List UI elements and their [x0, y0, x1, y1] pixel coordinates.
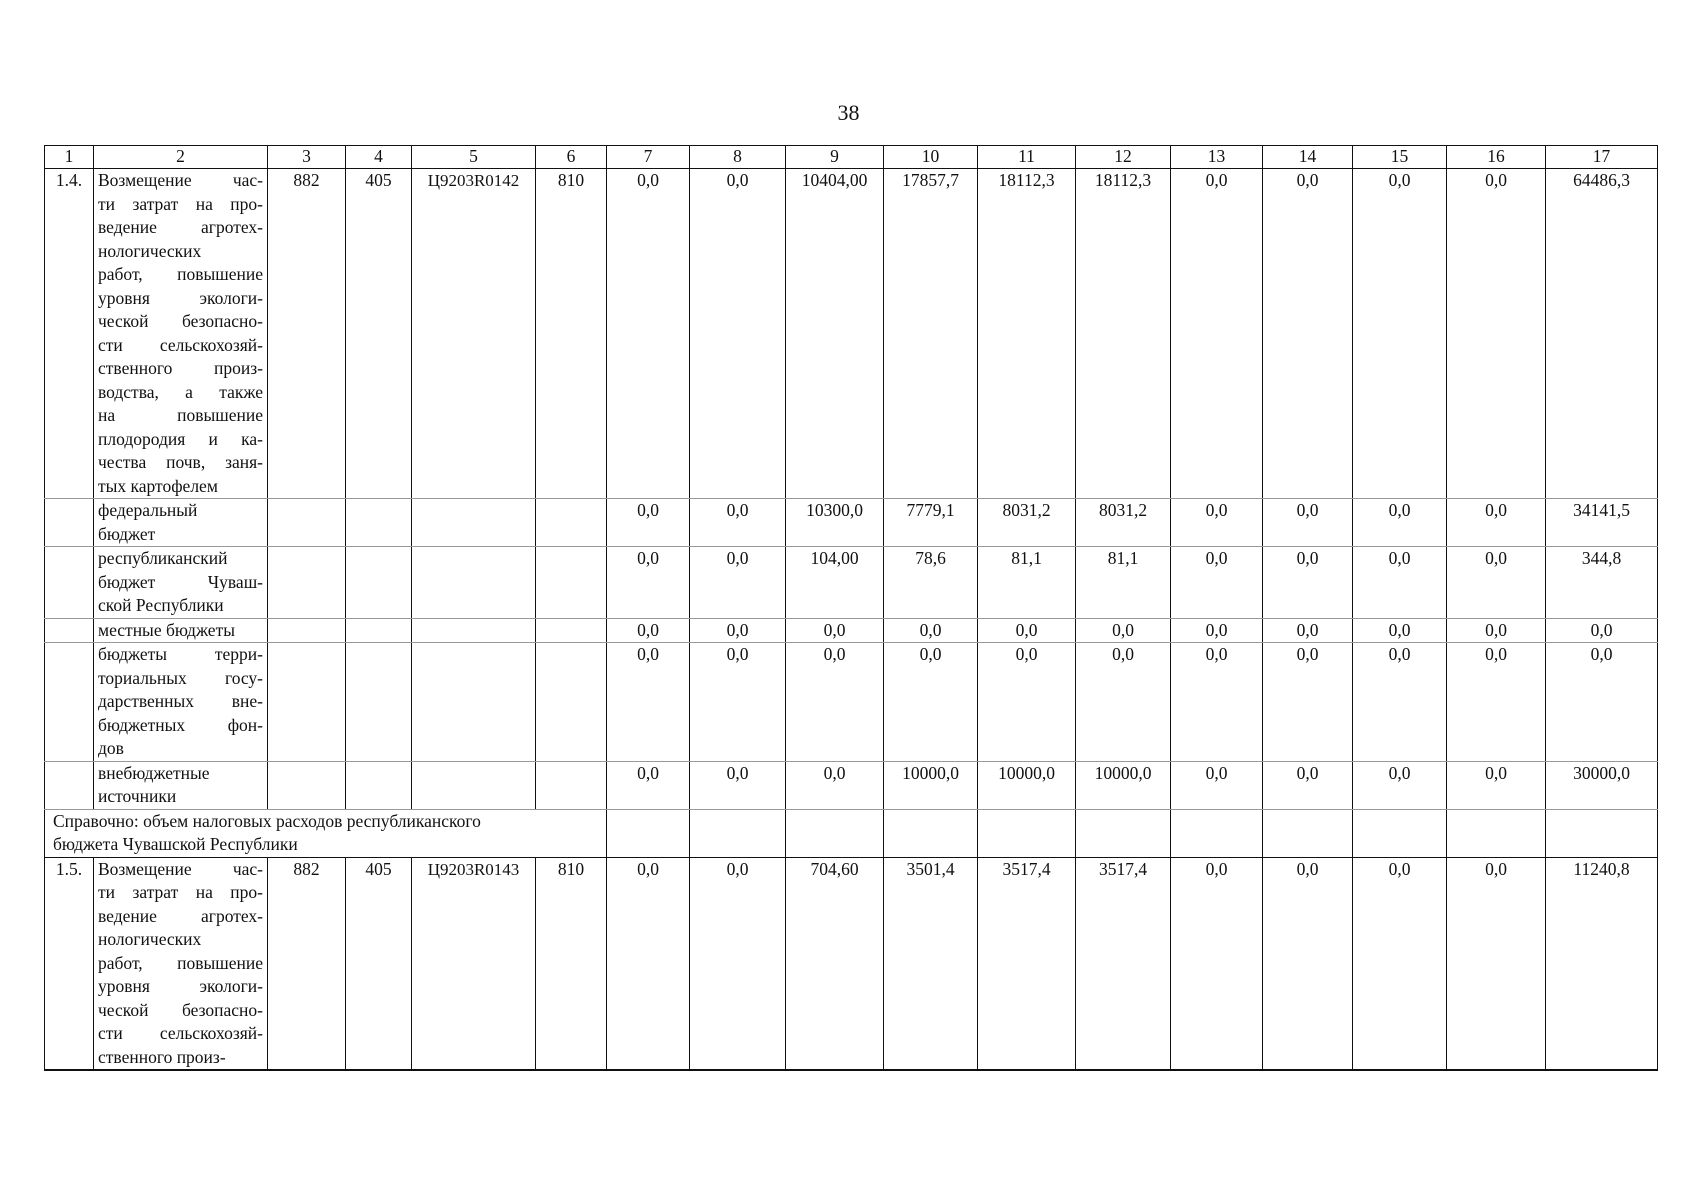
row-name-cell	[94, 643, 268, 762]
row-name-line: ведение агротех-	[98, 905, 263, 926]
row-name-line: сти сельскохозяй-	[98, 1023, 263, 1043]
value-cell: 7779,1	[884, 499, 978, 547]
value-cell: 0,0	[1076, 643, 1171, 762]
header-row	[45, 146, 1658, 169]
column-header: 13	[1171, 146, 1263, 169]
row-name-line: ториальных госу-	[98, 667, 263, 688]
value-cell: 0,0	[1447, 618, 1546, 643]
row-name-line: ской Республики	[98, 595, 224, 615]
value-cell: 0,0	[607, 618, 690, 643]
value-cell: 10000,0	[978, 761, 1076, 809]
value-cell: 0,0	[690, 857, 786, 1070]
value-cell: 0,0	[607, 761, 690, 809]
value-cell: 0,0	[1263, 169, 1353, 499]
value-cell	[884, 809, 978, 857]
code-cell	[268, 547, 346, 619]
value-cell	[1171, 809, 1263, 857]
value-cell: 0,0	[884, 618, 978, 643]
column-header: 1	[45, 146, 94, 169]
value-cell: 10300,0	[786, 499, 884, 547]
value-cell: 0,0	[1353, 618, 1447, 643]
value-cell	[978, 809, 1076, 857]
table-row-main	[45, 169, 1658, 499]
value-cell: 0,0	[786, 761, 884, 809]
row-name-line: нологических	[98, 929, 202, 949]
code-cell	[536, 643, 607, 762]
column-header: 14	[1263, 146, 1353, 169]
value-cell	[1546, 809, 1658, 857]
reference-line: Справочно: объем налоговых расходов республиканского	[53, 810, 481, 831]
value-cell: 10404,00	[786, 169, 884, 499]
value-cell: 0,0	[1171, 857, 1263, 1070]
column-header: 10	[884, 146, 978, 169]
column-header: 17	[1546, 146, 1658, 169]
value-cell: 0,0	[1263, 857, 1353, 1070]
row-number: 1.4.	[45, 169, 94, 499]
row-name-line: плодородия и ка-	[98, 428, 263, 449]
code-cell: 882	[268, 169, 346, 499]
reference-line: бюджета Чувашской Республики	[53, 834, 298, 854]
code-cell: Ц9203R0142	[412, 169, 536, 499]
value-cell: 3501,4	[884, 857, 978, 1070]
value-cell: 0,0	[1447, 761, 1546, 809]
row-name-line: республиканский	[98, 548, 228, 568]
code-cell	[346, 547, 412, 619]
value-cell: 0,0	[1353, 169, 1447, 499]
row-number	[45, 618, 94, 643]
reference-row	[45, 809, 1658, 857]
row-name-cell	[94, 857, 268, 1070]
column-header: 6	[536, 146, 607, 169]
value-cell: 0,0	[1353, 643, 1447, 762]
column-header: 9	[786, 146, 884, 169]
value-cell: 18112,3	[978, 169, 1076, 499]
value-cell: 0,0	[1447, 499, 1546, 547]
value-cell: 0,0	[607, 169, 690, 499]
row-name-cell	[94, 547, 268, 619]
row-name-line: местные бюджеты	[98, 619, 235, 640]
row-name-line: работ, повышение	[98, 264, 263, 284]
row-name-line: ческой безопасно-	[98, 999, 263, 1020]
value-cell: 0,0	[1447, 643, 1546, 762]
value-cell: 0,0	[690, 643, 786, 762]
row-name-line: федеральный	[98, 500, 198, 520]
value-cell: 0,0	[786, 618, 884, 643]
value-cell: 81,1	[978, 547, 1076, 619]
code-cell	[346, 499, 412, 547]
value-cell: 0,0	[1171, 761, 1263, 809]
row-name-cell	[94, 169, 268, 499]
code-cell: 882	[268, 857, 346, 1070]
code-cell	[412, 643, 536, 762]
code-cell	[412, 761, 536, 809]
row-name-line: на повышение	[98, 405, 263, 425]
row-name-line: Возмещение час-	[98, 170, 263, 190]
code-cell	[268, 499, 346, 547]
row-name-line: водства, а также	[98, 381, 263, 402]
value-cell	[1447, 809, 1546, 857]
value-cell: 0,0	[1171, 618, 1263, 643]
column-header: 11	[978, 146, 1076, 169]
table-row-source	[45, 643, 1658, 762]
code-cell: 405	[346, 857, 412, 1070]
value-cell: 0,0	[884, 643, 978, 762]
row-name-line: сти сельскохозяй-	[98, 334, 263, 355]
value-cell: 0,0	[1263, 499, 1353, 547]
value-cell: 0,0	[690, 499, 786, 547]
code-cell: Ц9203R0143	[412, 857, 536, 1070]
row-name-cell	[94, 761, 268, 809]
value-cell: 0,0	[1171, 547, 1263, 619]
code-cell: 810	[536, 857, 607, 1070]
row-name-line: ственного произ-	[98, 1046, 226, 1067]
value-cell: 0,0	[978, 643, 1076, 762]
value-cell: 0,0	[1171, 169, 1263, 499]
code-cell: 810	[536, 169, 607, 499]
value-cell: 8031,2	[978, 499, 1076, 547]
value-cell: 0,0	[1263, 643, 1353, 762]
page-number: 38	[837, 100, 860, 125]
code-cell	[412, 618, 536, 643]
code-cell	[268, 761, 346, 809]
value-cell	[786, 809, 884, 857]
column-header: 15	[1353, 146, 1447, 169]
value-cell: 0,0	[1171, 499, 1263, 547]
value-cell: 18112,3	[1076, 169, 1171, 499]
value-cell: 704,60	[786, 857, 884, 1070]
value-cell: 0,0	[1171, 643, 1263, 762]
value-cell	[1353, 809, 1447, 857]
row-name-line: источники	[98, 786, 177, 806]
value-cell	[690, 809, 786, 857]
code-cell	[536, 547, 607, 619]
value-cell: 10000,0	[884, 761, 978, 809]
row-number	[45, 643, 94, 762]
value-cell: 0,0	[1263, 547, 1353, 619]
value-cell: 0,0	[1076, 618, 1171, 643]
row-name-line: ственного произ-	[98, 358, 263, 378]
row-name-line: чества почв, заня-	[98, 452, 263, 472]
row-name-line: нологических	[98, 240, 202, 261]
column-header: 3	[268, 146, 346, 169]
value-cell: 0,0	[1447, 169, 1546, 499]
column-header: 12	[1076, 146, 1171, 169]
row-name-cell	[94, 618, 268, 643]
row-number	[45, 547, 94, 619]
code-cell	[536, 761, 607, 809]
row-name-line: бюджеты терри-	[98, 644, 263, 664]
value-cell: 0,0	[1546, 643, 1658, 762]
row-name-line: бюджет Чуваш-	[98, 571, 263, 592]
value-cell: 0,0	[1546, 618, 1658, 643]
table-row-source	[45, 499, 1658, 547]
row-name-line: дов	[98, 738, 124, 758]
column-header: 5	[412, 146, 536, 169]
value-cell	[607, 809, 690, 857]
value-cell: 3517,4	[978, 857, 1076, 1070]
value-cell: 0,0	[1353, 857, 1447, 1070]
row-name-line: бюджетных фон-	[98, 714, 263, 735]
value-cell: 64486,3	[1546, 169, 1658, 499]
value-cell: 17857,7	[884, 169, 978, 499]
value-cell: 3517,4	[1076, 857, 1171, 1070]
value-cell: 78,6	[884, 547, 978, 619]
value-cell: 0,0	[690, 618, 786, 643]
value-cell	[1263, 809, 1353, 857]
value-cell: 0,0	[1353, 499, 1447, 547]
value-cell: 0,0	[1447, 547, 1546, 619]
row-name-line: ти затрат на про-	[98, 882, 263, 902]
value-cell: 30000,0	[1546, 761, 1658, 809]
budget-table	[44, 145, 1658, 1071]
row-name-line: дарственных вне-	[98, 691, 263, 711]
code-cell	[346, 618, 412, 643]
code-cell	[536, 618, 607, 643]
value-cell: 11240,8	[1546, 857, 1658, 1070]
row-number	[45, 761, 94, 809]
value-cell: 344,8	[1546, 547, 1658, 619]
row-name-line: ческой безопасно-	[98, 311, 263, 331]
table-row-main	[45, 857, 1658, 1070]
row-name-line: внебюджетные	[98, 762, 210, 783]
value-cell	[1076, 809, 1171, 857]
value-cell: 0,0	[1353, 547, 1447, 619]
row-name-line: тых картофелем	[98, 475, 218, 496]
table-row-source	[45, 618, 1658, 643]
column-header: 2	[94, 146, 268, 169]
table-row-source	[45, 547, 1658, 619]
value-cell: 0,0	[786, 643, 884, 762]
row-name-line: уровня экологи-	[98, 287, 263, 308]
row-name-cell	[94, 499, 268, 547]
value-cell: 0,0	[607, 857, 690, 1070]
value-cell: 0,0	[607, 547, 690, 619]
row-name-line: уровня экологи-	[98, 976, 263, 996]
value-cell: 81,1	[1076, 547, 1171, 619]
column-header: 16	[1447, 146, 1546, 169]
value-cell: 10000,0	[1076, 761, 1171, 809]
code-cell	[412, 499, 536, 547]
table-row-source	[45, 761, 1658, 809]
column-header: 7	[607, 146, 690, 169]
code-cell	[268, 643, 346, 762]
value-cell: 34141,5	[1546, 499, 1658, 547]
value-cell: 0,0	[690, 169, 786, 499]
column-header: 4	[346, 146, 412, 169]
value-cell: 0,0	[607, 499, 690, 547]
code-cell	[346, 761, 412, 809]
value-cell: 0,0	[1447, 857, 1546, 1070]
code-cell	[536, 499, 607, 547]
value-cell: 0,0	[1353, 761, 1447, 809]
code-cell	[268, 618, 346, 643]
value-cell: 0,0	[1263, 618, 1353, 643]
value-cell: 0,0	[1263, 761, 1353, 809]
code-cell	[412, 547, 536, 619]
value-cell: 0,0	[690, 547, 786, 619]
row-number: 1.5.	[45, 857, 94, 1070]
row-name-line: ти затрат на про-	[98, 193, 263, 214]
value-cell: 8031,2	[1076, 499, 1171, 547]
value-cell: 0,0	[978, 618, 1076, 643]
reference-text	[45, 809, 607, 857]
row-number	[45, 499, 94, 547]
row-name-line: Возмещение час-	[98, 858, 263, 879]
column-header: 8	[690, 146, 786, 169]
code-cell: 405	[346, 169, 412, 499]
value-cell: 0,0	[607, 643, 690, 762]
row-name-line: работ, повышение	[98, 952, 263, 973]
code-cell	[346, 643, 412, 762]
row-name-line: бюджет	[98, 523, 156, 544]
value-cell: 104,00	[786, 547, 884, 619]
row-name-line: ведение агротех-	[98, 217, 263, 237]
value-cell: 0,0	[690, 761, 786, 809]
